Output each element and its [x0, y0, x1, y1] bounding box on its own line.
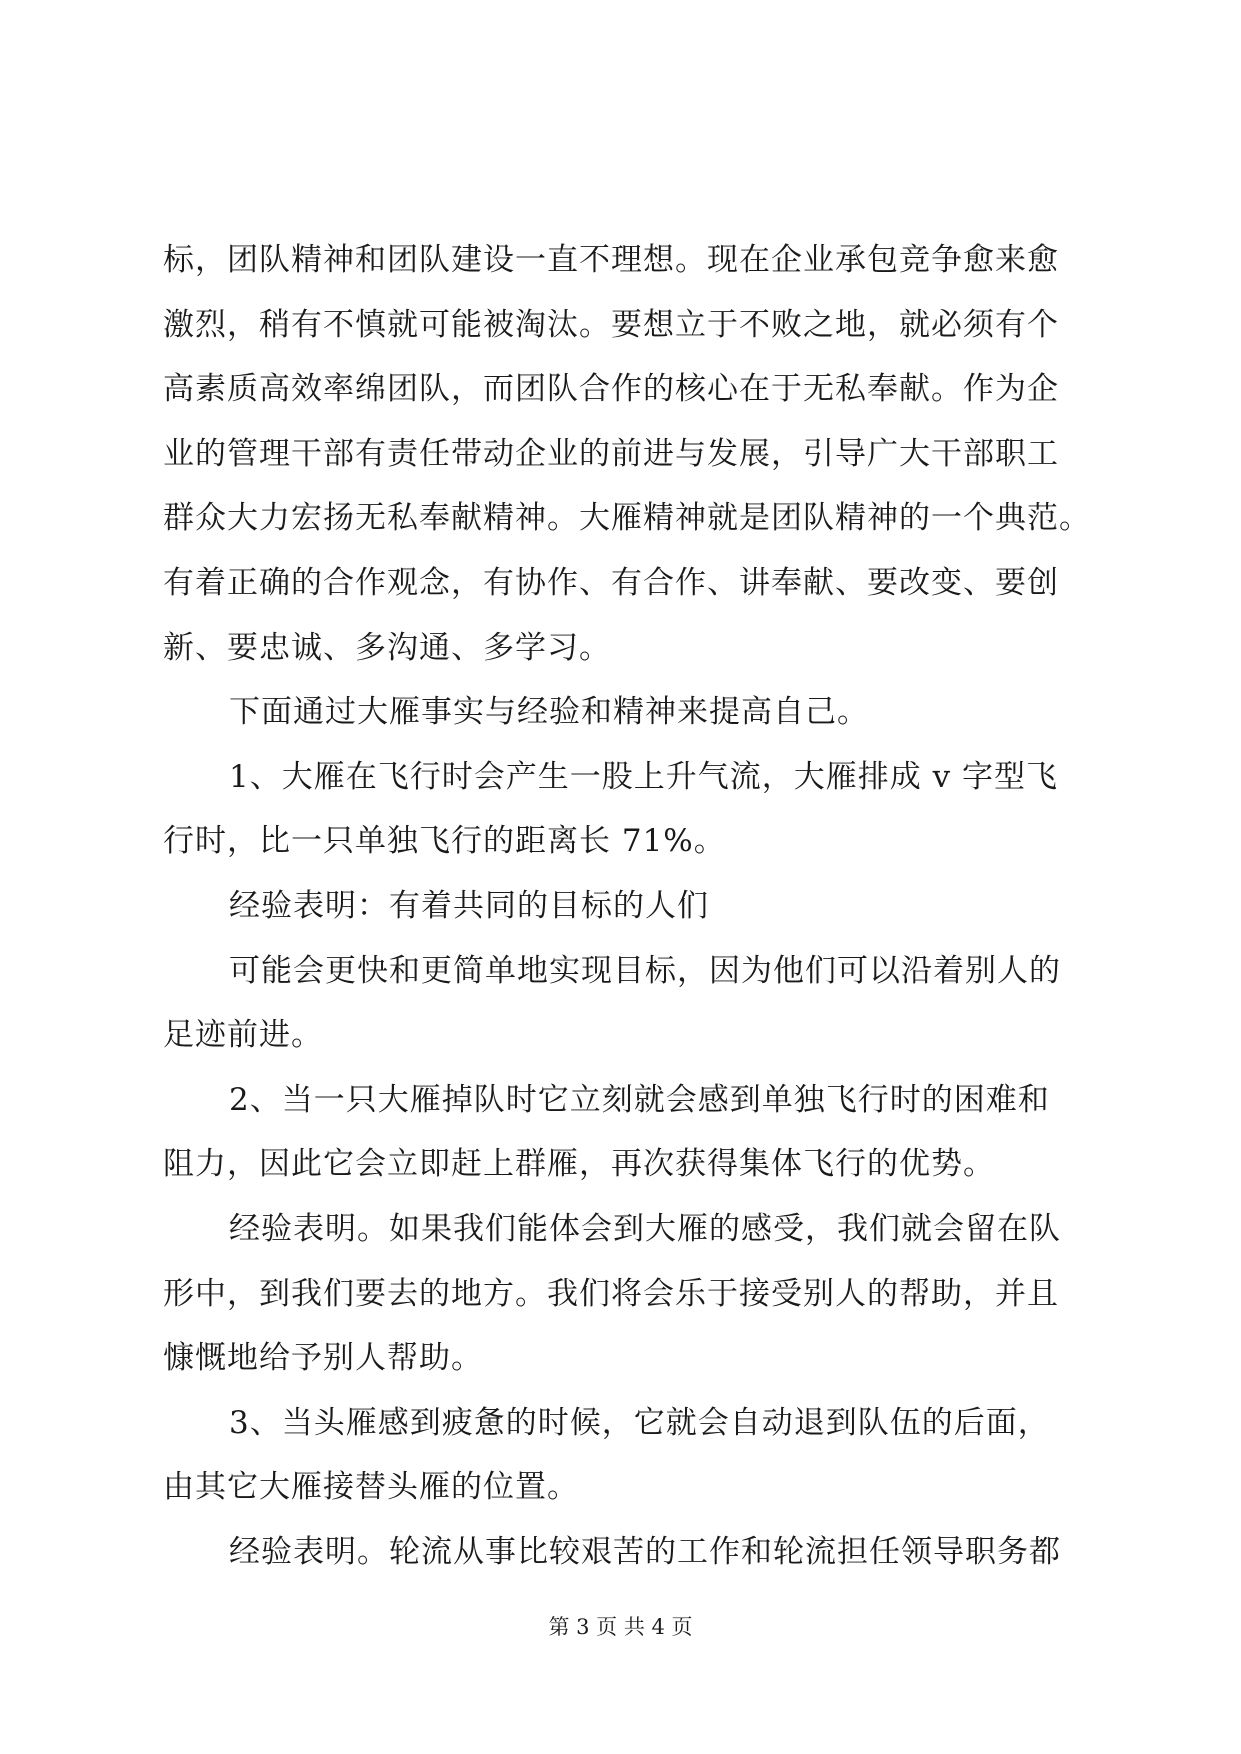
text-line: 群众大力宏扬无私奉献精神。大雁精神就是团队精神的一个典范。 — [163, 500, 1091, 537]
text-line: 行时，比一只单独飞行的距离长 71%。 — [163, 823, 726, 860]
text-line: 可能会更快和更简单地实现目标，因为他们可以沿着别人的 — [229, 952, 1061, 989]
text-line: 阻力，因此它会立即赶上群雁，再次获得集体飞行的优势。 — [163, 1146, 995, 1183]
page-number-footer: 第 3 页 共 4 页 — [548, 1615, 693, 1639]
text-line: 1、大雁在飞行时会产生一股上升气流，大雁排成 v 字型飞 — [229, 758, 1058, 795]
text-line: 有着正确的合作观念，有协作、有合作、讲奉献、要改变、要创 — [163, 564, 1059, 601]
text-line: 形中，到我们要去的地方。我们将会乐于接受别人的帮助，并且 — [163, 1275, 1059, 1312]
text-line: 经验表明。轮流从事比较艰苦的工作和轮流担任领导职务都 — [229, 1533, 1061, 1570]
text-line: 业的管理干部有责任带动企业的前进与发展，引导广大干部职工 — [163, 435, 1059, 472]
text-line: 2、当一只大雁掉队时它立刻就会感到单独飞行时的困难和 — [229, 1081, 1050, 1118]
text-line: 激烈，稍有不慎就可能被淘汰。要想立于不败之地，就必须有个 — [163, 306, 1059, 343]
text-line: 高素质高效率绵团队，而团队合作的核心在于无私奉献。作为企 — [163, 371, 1059, 408]
text-line: 慷慨地给予别人帮助。 — [163, 1340, 483, 1377]
text-line: 3、当头雁感到疲惫的时候，它就会自动退到队伍的后面， — [229, 1404, 1050, 1441]
text-line: 新、要忠诚、多沟通、多学习。 — [163, 629, 611, 666]
text-line: 由其它大雁接替头雁的位置。 — [163, 1469, 579, 1506]
document-body — [163, 228, 1091, 1584]
text-line: 下面通过大雁事实与经验和精神来提高自己。 — [229, 694, 869, 731]
text-line: 标，团队精神和团队建设一直不理想。现在企业承包竞争愈来愈 — [163, 242, 1059, 278]
text-line: 经验表明：有着共同的目标的人们 — [229, 887, 709, 924]
text-line: 足迹前进。 — [163, 1017, 323, 1054]
text-line: 经验表明。如果我们能体会到大雁的感受，我们就会留在队 — [229, 1210, 1061, 1247]
